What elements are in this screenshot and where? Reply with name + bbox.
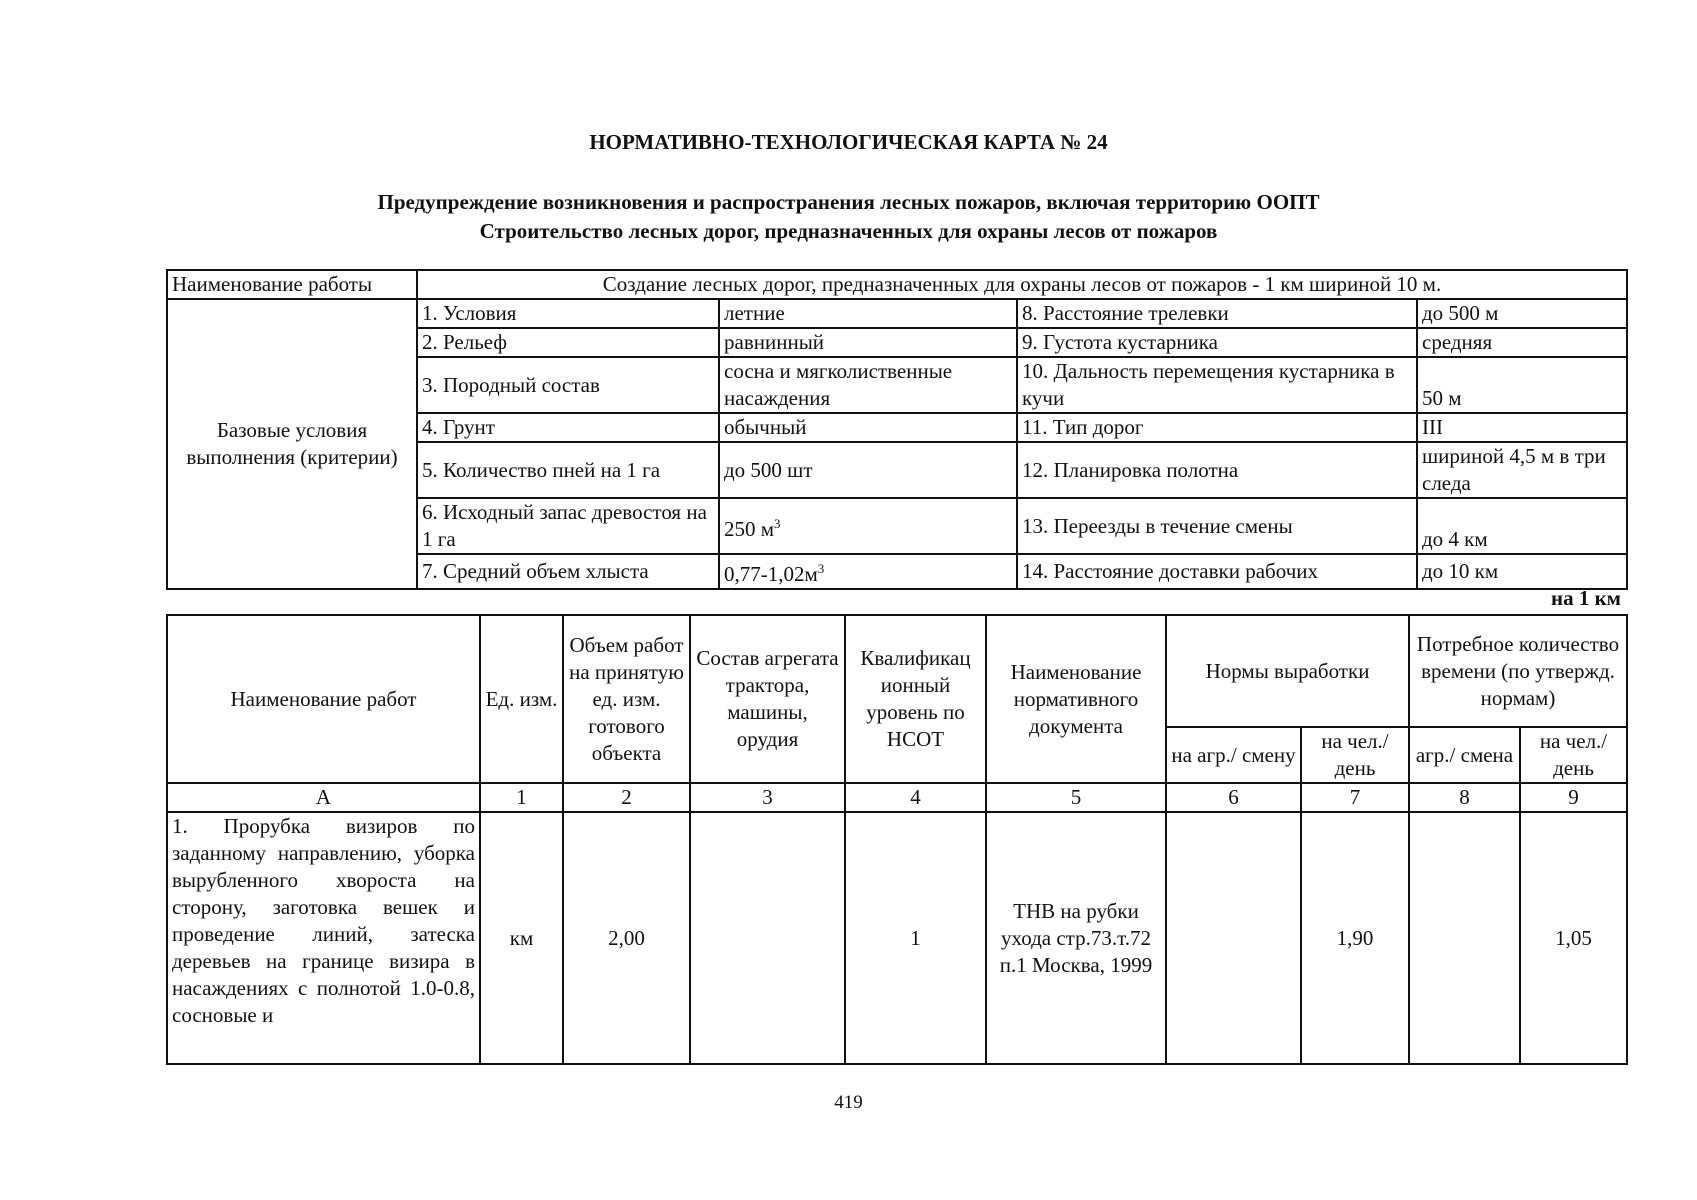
- header-person-day: на чел./ день: [1520, 727, 1627, 783]
- condition-value: до 10 км: [1417, 554, 1627, 589]
- condition-label: 5. Количество пней на 1 га: [417, 442, 719, 498]
- table-row: [167, 812, 1627, 1064]
- index-cell: 1: [480, 783, 563, 812]
- condition-label: 11. Тип дорог: [1017, 413, 1417, 442]
- condition-label: 1. Условия: [417, 299, 719, 328]
- condition-value: сосна и мягколиственные насаждения: [719, 357, 1017, 413]
- header-aggregate: Состав агрегата трактора, машины, орудия: [690, 615, 845, 783]
- condition-value: шириной 4,5 м в три следа: [1417, 442, 1627, 498]
- work-name-value: Создание лесных дорог, предназначенных для охраны лесов от пожаров - 1 км шириной 10 м.: [417, 270, 1627, 299]
- header-volume: Объем работ на принятую ед. изм. готового объекта: [563, 615, 690, 783]
- index-cell: 8: [1409, 783, 1520, 812]
- subtitle-line-2: Строительство лесных дорог, предназначенных для охраны лесов от пожаров: [479, 219, 1218, 243]
- header-unit: Ед. изм.: [480, 615, 563, 783]
- condition-label: 10. Дальность перемещения кустарника в кучи: [1017, 357, 1417, 413]
- condition-label: 12. Планировка полотна: [1017, 442, 1417, 498]
- condition-value: 50 м: [1417, 357, 1627, 413]
- condition-value: до 500 м: [1417, 299, 1627, 328]
- header-row-1: [167, 615, 1627, 727]
- condition-value: [719, 498, 1017, 554]
- index-cell: 7: [1301, 783, 1409, 812]
- condition-value-text: 0,77-1,02м: [724, 562, 818, 586]
- page-number: 419: [834, 1092, 863, 1113]
- header-work-name: Наименование работ: [167, 615, 480, 783]
- row-per-agr-shift: [1166, 812, 1301, 1064]
- row-aggregate: [690, 812, 845, 1064]
- unit-note: на 1 км: [1550, 586, 1621, 610]
- index-cell: 4: [845, 783, 986, 812]
- subtitle-line-1: Предупреждение возникновения и распространения лесных пожаров, включая территорию ООПТ: [377, 190, 1320, 214]
- condition-value: [719, 554, 1017, 589]
- condition-value-text: 250 м: [724, 516, 775, 541]
- header-qualification: Квалификац ионный уровень по НСОТ: [845, 615, 986, 783]
- row-per-person-day: 1,90: [1301, 812, 1409, 1064]
- condition-row: [167, 299, 1627, 328]
- condition-label: 13. Переезды в течение смены: [1017, 498, 1417, 554]
- row-volume: 2,00: [563, 812, 690, 1064]
- row-document: ТНВ на рубки ухода стр.73.т.72 п.1 Москва, 1999: [986, 812, 1166, 1064]
- index-cell: 6: [1166, 783, 1301, 812]
- index-cell: 9: [1520, 783, 1627, 812]
- index-cell: А: [167, 783, 480, 812]
- header-agr-shift: агр./ смена: [1409, 727, 1520, 783]
- condition-label: 7. Средний объем хлыста: [417, 554, 719, 589]
- condition-label: 9. Густота кустарника: [1017, 328, 1417, 357]
- condition-value: до 500 шт: [719, 442, 1017, 498]
- condition-label: 8. Расстояние трелевки: [1017, 299, 1417, 328]
- condition-label: 4. Грунт: [417, 413, 719, 442]
- superscript: 3: [774, 515, 781, 531]
- condition-label: 6. Исходный запас древостоя на 1 га: [417, 498, 719, 554]
- work-name-row: [167, 270, 1627, 299]
- condition-value: III: [1417, 413, 1627, 442]
- norms-table: [166, 614, 1628, 1065]
- row-person-day: 1,05: [1520, 812, 1627, 1064]
- condition-label: 3. Породный состав: [417, 357, 719, 413]
- condition-label: 2. Рельеф: [417, 328, 719, 357]
- page-title: НОРМАТИВНО-ТЕХНОЛОГИЧЕСКАЯ КАРТА № 24: [589, 130, 1108, 154]
- header-document: Наименование нормативного документа: [986, 615, 1166, 783]
- condition-label: 14. Расстояние доставки рабочих: [1017, 554, 1417, 589]
- index-cell: 2: [563, 783, 690, 812]
- index-row: [167, 783, 1627, 812]
- row-qualification: 1: [845, 812, 986, 1064]
- condition-value: равнинный: [719, 328, 1017, 357]
- base-conditions-label: Базовые условия выполнения (критерии): [167, 299, 417, 589]
- condition-value: до 4 км: [1417, 498, 1627, 554]
- condition-value: средняя: [1417, 328, 1627, 357]
- superscript: 3: [817, 561, 825, 576]
- row-unit: км: [480, 812, 563, 1064]
- header-output-norms: Нормы выработки: [1166, 615, 1409, 727]
- header-time-needed: Потребное количество времени (по утвержд. нормам): [1409, 615, 1627, 727]
- condition-value: обычный: [719, 413, 1017, 442]
- header-per-agr-shift: на агр./ смену: [1166, 727, 1301, 783]
- page-subtitle: [0, 188, 1697, 246]
- work-description: 1. Прорубка визиров по заданному направлению, уборка вырубленного хвороста на сторону, заготовка вешек и проведение линий, затеска деревьев на границе визира в насаждениях с полнотой 1.0-0.8, сосновые и: [167, 812, 480, 1064]
- index-cell: 3: [690, 783, 845, 812]
- index-cell: 5: [986, 783, 1166, 812]
- header-per-person-day: на чел./ день: [1301, 727, 1409, 783]
- row-agr-shift: [1409, 812, 1520, 1064]
- conditions-table: [166, 269, 1628, 590]
- condition-value: летние: [719, 299, 1017, 328]
- work-name-label: Наименование работы: [167, 270, 417, 299]
